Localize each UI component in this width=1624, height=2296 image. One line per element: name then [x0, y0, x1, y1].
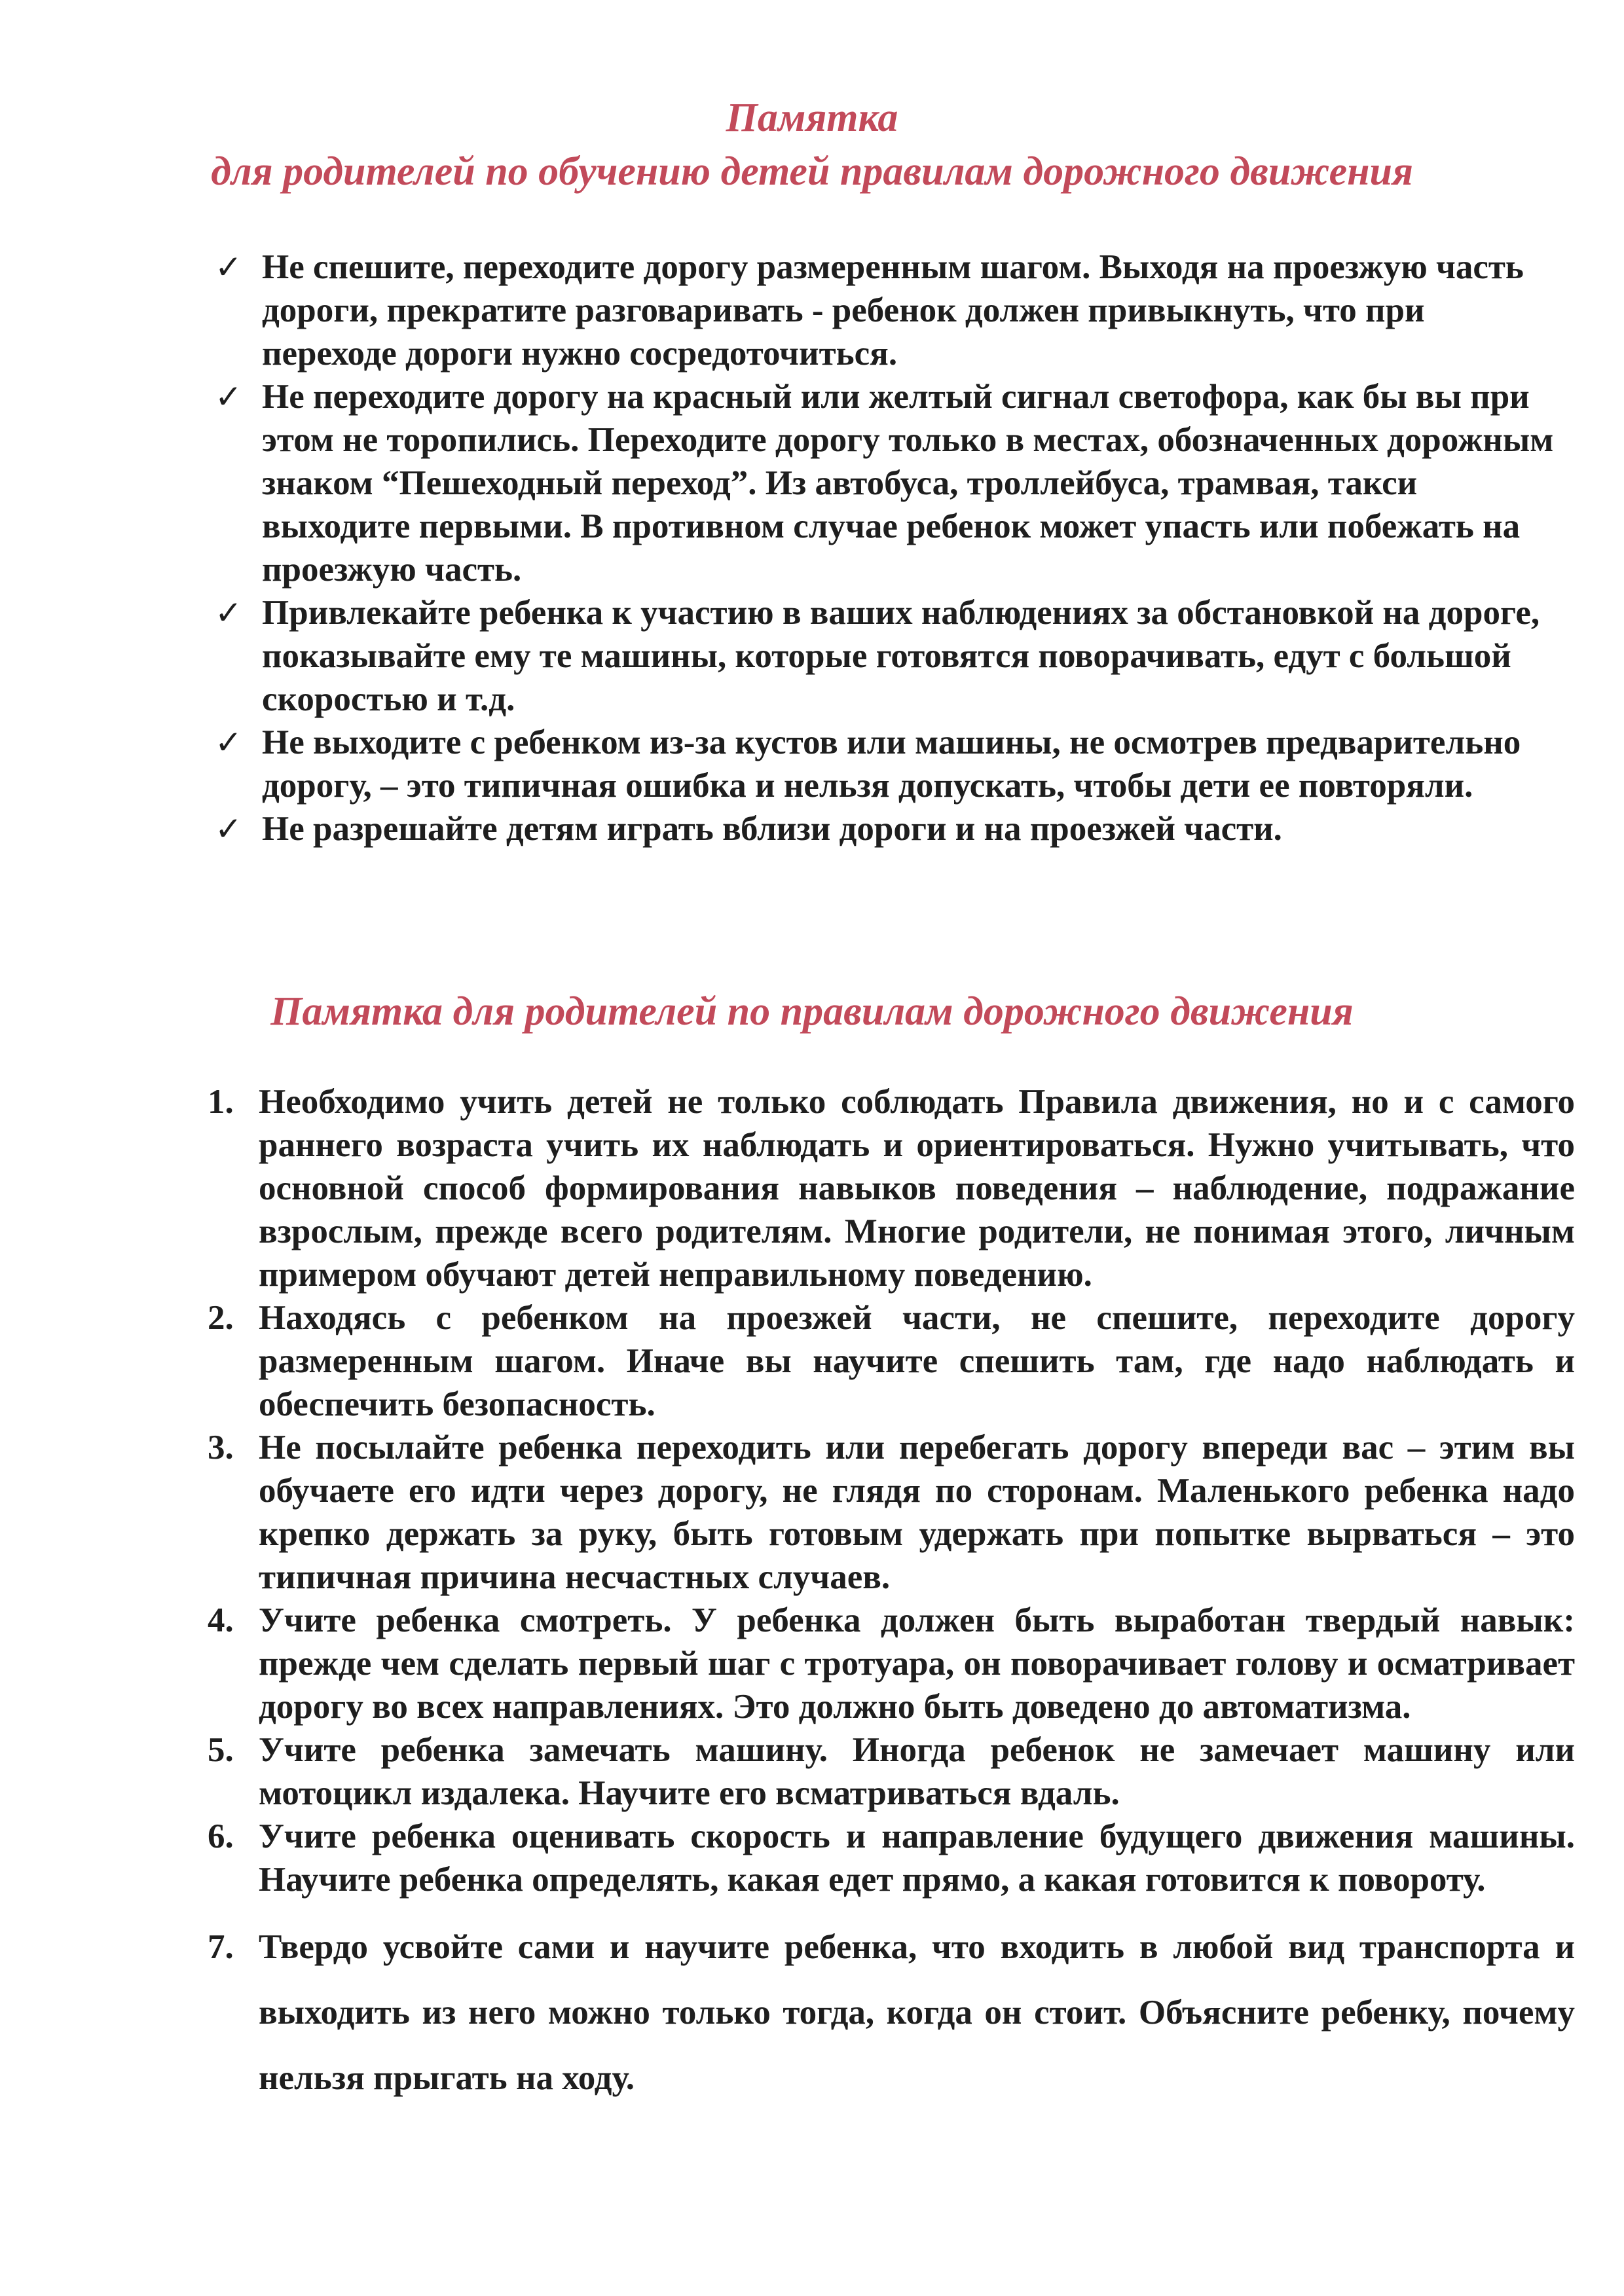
- checkmark-icon: ✓: [215, 248, 242, 286]
- item-text: Твердо усвойте сами и научите ребенка, что входить в любой вид транспорта и выходить из него можно только тогда, когда он стоит. Объясните ребенку, почему нельзя прыгать на ходу.: [259, 1928, 1575, 2097]
- checklist-item: [215, 807, 1565, 850]
- checklist-item-text: Не выходите с ребенком из-за кустов или машины, не осмотрев предварительно дорогу, – это типичная ошибка и нельзя допускать, чтобы дети ее повторяли.: [262, 723, 1521, 805]
- numbered-list-item: [208, 1728, 1575, 1815]
- checklist-item: [215, 591, 1565, 721]
- numbered-list-item: [208, 1914, 1575, 2111]
- item-number: 3.: [208, 1429, 234, 1467]
- item-number: 4.: [208, 1601, 234, 1639]
- item-text: Учите ребенка смотреть. У ребенка должен быть выработан твердый навык: прежде чем сделать первый шаг с тротуара, он поворачивает голову и осматривает дорогу во всех направлениях. Это должно быть доведено до автоматизма.: [259, 1601, 1575, 1726]
- checklist-item-text: Не разрешайте детям играть вблизи дороги и на проезжей части.: [262, 810, 1282, 848]
- item-text: Находясь с ребенком на проезжей части, не спешите, переходите дорогу размеренным шагом. Иначе вы научите спешить там, где надо наблюдать и обеспечить безопасность.: [259, 1299, 1575, 1423]
- section-title: Памятка для родителей по правилам дорожного движения: [270, 989, 1354, 1034]
- numbered-list-item: [208, 1426, 1575, 1599]
- numbered-list: [208, 1080, 1575, 2111]
- page-title: Памятка: [726, 96, 898, 140]
- checkmark-icon: ✓: [215, 723, 242, 761]
- item-text: Учите ребенка замечать машину. Иногда ребенок не замечает машину или мотоцикл издалека. Научите его всматриваться вдаль.: [259, 1731, 1575, 1812]
- item-number: 6.: [208, 1817, 234, 1855]
- item-number: 1.: [208, 1083, 234, 1121]
- page-subtitle: для родителей по обучению детей правилам дорожного движения: [211, 149, 1413, 194]
- checklist: [215, 246, 1565, 850]
- numbered-list-item: [208, 1080, 1575, 1296]
- item-number: 2.: [208, 1299, 234, 1337]
- checklist-item: [215, 375, 1565, 591]
- checklist-item-text: Не спешите, переходите дорогу размеренным шагом. Выходя на проезжую часть дороги, прекратите разговаривать - ребенок должен привыкнуть, что при переходе дороги нужно сосредоточиться.: [262, 248, 1524, 373]
- item-text: Учите ребенка оценивать скорость и направление будущего движения машины. Научите ребенка определять, какая едет прямо, а какая готовится к повороту.: [259, 1817, 1575, 1899]
- checklist-item: [215, 721, 1565, 807]
- checklist-item: [215, 246, 1565, 375]
- checkmark-icon: ✓: [215, 594, 242, 632]
- item-text: Необходимо учить детей не только соблюдать Правила движения, но и с самого раннего возраста учить их наблюдать и ориентироваться. Нужно учитывать, что основной способ формирования навыков поведения – наблюдение, подражание взрослым, прежде всего родителям. Многие родители, не понимая этого, личным примером обучают детей неправильному поведению.: [259, 1083, 1575, 1294]
- item-number: 7.: [208, 1928, 234, 1966]
- checkmark-icon: ✓: [215, 378, 242, 416]
- item-text: Не посылайте ребенка переходить или перебегать дорогу впереди вас – этим вы обучаете его идти через дорогу, не глядя по сторонам. Маленького ребенка надо крепко держать за руку, быть готовым удержать при попытке вырваться – это типичная причина несчастных случаев.: [259, 1429, 1575, 1596]
- item-number: 5.: [208, 1731, 234, 1769]
- checklist-item-text: Привлекайте ребенка к участию в ваших наблюдениях за обстановкой на дороге, показывайте ему те машины, которые готовятся поворачивать, едут с большой скоростью и т.д.: [262, 594, 1540, 718]
- numbered-list-item: [208, 1296, 1575, 1426]
- numbered-list-item: [208, 1599, 1575, 1728]
- numbered-list-item: [208, 1815, 1575, 1901]
- checkmark-icon: ✓: [215, 810, 242, 848]
- checklist-item-text: Не переходите дорогу на красный или желтый сигнал светофора, как бы вы при этом не торопились. Переходите дорогу только в местах, обозначенных дорожным знаком “Пешеходный переход”. Из автобуса, троллейбуса, трамвая, такси выходите первыми. В противном случае ребенок может упасть или побежать на проезжую часть.: [262, 378, 1554, 589]
